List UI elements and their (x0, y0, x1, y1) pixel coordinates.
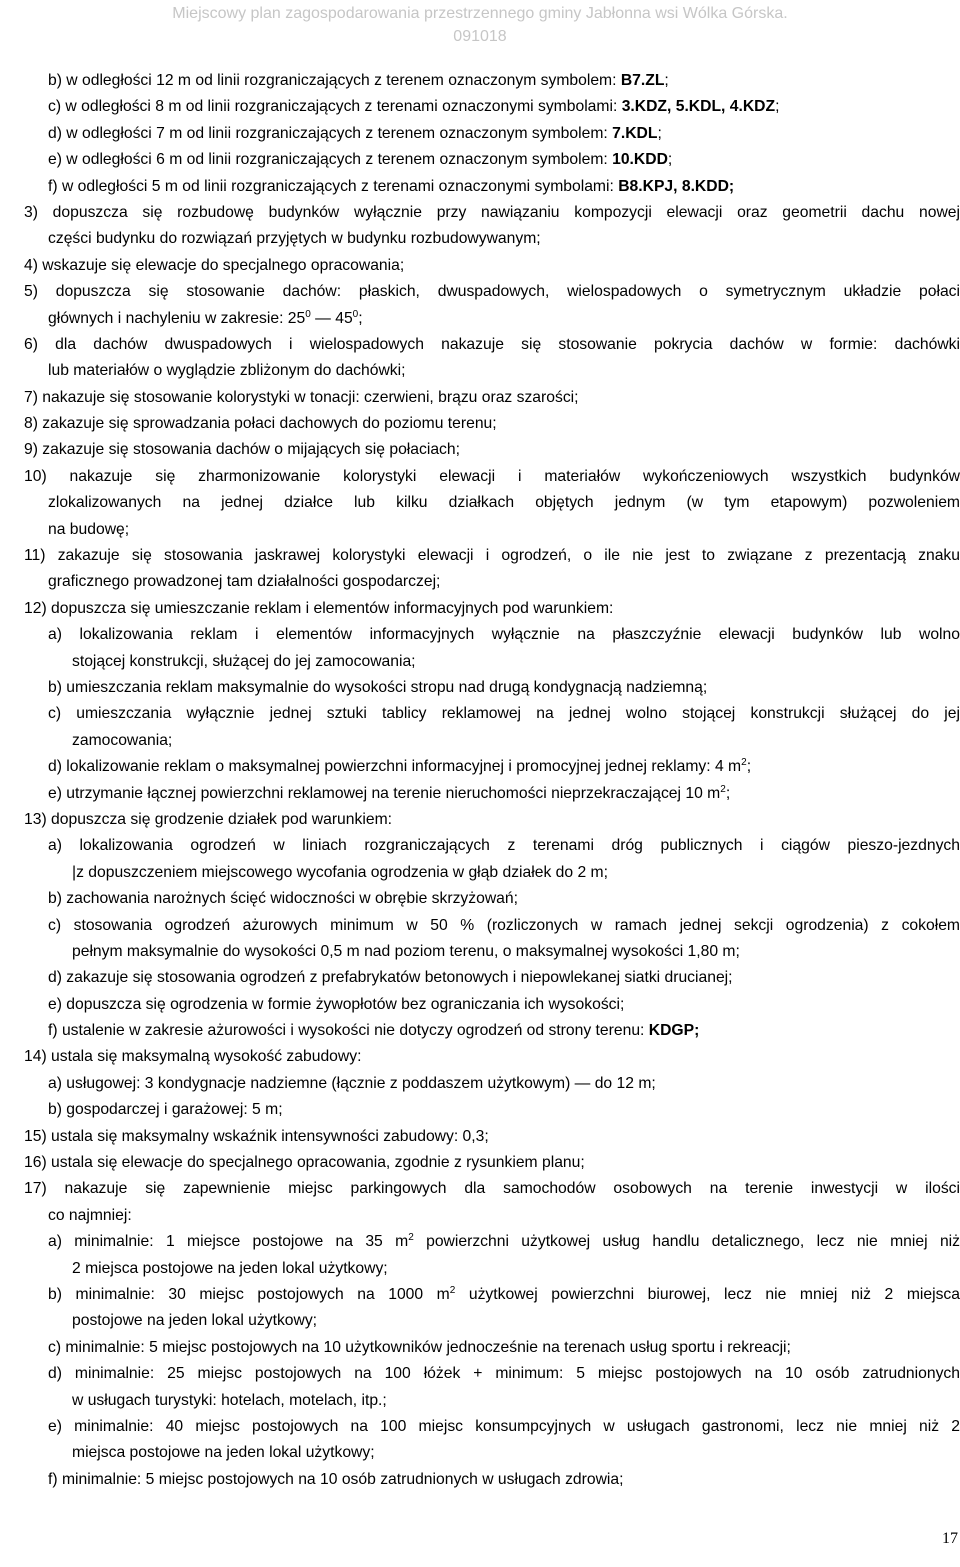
line-text: b) zachowania narożnych ścięć widoczności w obrębie skrzyżowań; (48, 890, 518, 908)
line-text: 15) ustala się maksymalny wskaźnik intensywności zabudowy: 0,3; (24, 1127, 489, 1145)
line-text: graficznego prowadzonej tam działalności gospodarczej; (48, 573, 441, 591)
line-text: 13) dopuszcza się grodzenie działek pod warunkiem: (24, 810, 392, 828)
text-line (24, 833, 960, 859)
line-text: d) minimalnie: 25 miejsc postojowych na 100 łóżek + minimum: 5 miejsc postojowych na 10 osób zatrudnionych (48, 1365, 960, 1383)
text-line (24, 1203, 960, 1229)
line-text: 14) ustala się maksymalną wysokość zabudowy: (24, 1048, 362, 1066)
line-text: a) minimalnie: 1 miejsce postojowe na 35 m (48, 1233, 409, 1251)
text-line (24, 68, 960, 94)
text-line (24, 1097, 960, 1123)
text-line (24, 1071, 960, 1097)
text-line (24, 1229, 960, 1255)
line-text: c) umieszczania wyłącznie jednej sztuki tablicy reklamowej na jednej wolno stojącej konstrukcji służącej do jej (48, 705, 960, 723)
text-line (24, 1414, 960, 1440)
line-text: ; (664, 72, 669, 89)
header-code: 091018 (453, 28, 507, 45)
text-line (24, 253, 960, 279)
line-text: lub materiałów o wyglądzie zbliżonym do dachówki; (48, 362, 406, 380)
line-text: c) w odległości 8 m od linii rozgraniczających z terenami oznaczonymi symbolami: (48, 98, 622, 116)
symbol-code: 7.KDL (612, 124, 658, 142)
line-text: powierzchni użytkowej usług handlu detalicznego, lecz nie mniej niż (413, 1233, 960, 1251)
line-text: f) ustalenie w zakresie ażurowości i wysokości nie dotyczy ogrodzeń od strony terenu: (48, 1022, 649, 1040)
line-text: b) w odległości 12 m od linii rozgraniczających z terenem oznaczonym symbolem: (48, 72, 621, 89)
line-text: ; (775, 98, 780, 116)
line-text: d) lokalizowanie reklam o maksymalnej powierzchni informacyjnej i promocyjnej jednej reklamy: 4 m (48, 758, 742, 776)
line-text: b) umieszczania reklam maksymalnie do wysokości stropu nad drugą kondygnacją nadziemną; (48, 678, 708, 696)
text-line (24, 1335, 960, 1361)
text-line (24, 279, 960, 305)
line-text: 8) zakazuje się sprowadzania połaci dachowych do poziomu terenu; (24, 415, 497, 433)
line-text: 12) dopuszcza się umieszczanie reklam i elementów informacyjnych pod warunkiem: (24, 599, 614, 617)
text-line (24, 147, 960, 173)
line-text: zamocowania; (72, 731, 173, 749)
text-line (24, 385, 960, 411)
line-text: 16) ustala się elewacje do specjalnego opracowania, zgodnie z rysunkiem planu; (24, 1154, 585, 1172)
text-line (24, 622, 960, 648)
text-line (24, 807, 960, 833)
text-line (24, 596, 960, 622)
line-text: e) minimalnie: 40 miejsc postojowych na 100 miejsc konsumpcyjnych w usługach gastronomi, lecz nie mniej niż 2 (48, 1417, 960, 1435)
line-text: ; (667, 151, 673, 169)
page-number: 17 (942, 1530, 958, 1547)
line-text: na budowę; (48, 520, 130, 538)
line-text: pełnym maksymalnie do wysokości 0,5 m nad poziom terenu, o maksymalnej wysokości 1,80 m; (72, 942, 740, 960)
text-line (24, 1176, 960, 1202)
text-line (24, 411, 960, 437)
text-line (24, 1308, 960, 1334)
line-text: 10) nakazuje się zharmonizowanie kolorystyki elewacji i materiałów wykończeniowych wszystkich budynków (24, 467, 960, 485)
symbol-code: B7.ZL (620, 72, 665, 89)
text-line (24, 913, 960, 939)
text-line (24, 1256, 960, 1282)
line-text: 17) nakazuje się zapewnienie miejsc parkingowych dla samochodów osobowych na terenie inwestycji w ilości (24, 1180, 960, 1198)
text-line (24, 675, 960, 701)
symbol-code: 3.KDZ, 5.KDL, 4.KDZ (621, 98, 776, 116)
text-line (24, 543, 960, 569)
line-text: 9) zakazuje się stosowania dachów o mijających się połaciach; (24, 441, 460, 459)
line-text: 5) dopuszcza się stosowanie dachów: płaskich, dwuspadowych, wielospadowych o symetrycznym układzie połaci (24, 283, 960, 301)
superscript: 2 (741, 757, 747, 769)
text-line (24, 992, 960, 1018)
line-text: a) lokalizowania reklam i elementów informacyjnych wyłącznie na płaszczyźnie elewacji budynków lub wolno (48, 626, 960, 644)
line-text: f) minimalnie: 5 miejsc postojowych na 10 osób zatrudnionych w usługach zdrowia; (48, 1470, 624, 1488)
text-line (24, 965, 960, 991)
line-text: ; (725, 784, 731, 802)
text-line (24, 860, 960, 886)
text-line (24, 174, 960, 200)
text-line (24, 728, 960, 754)
text-line (24, 701, 960, 727)
line-text: |z dopuszczeniem miejscowego wycofania ogrodzenia w głąb działek do 2 m; (72, 863, 608, 881)
line-text: stojącej konstrukcji, służącej do jej zamocowania; (72, 652, 416, 670)
text-line (24, 94, 960, 120)
text-line (24, 1282, 960, 1308)
text-line (24, 1467, 960, 1493)
text-line (24, 569, 960, 595)
symbol-code: B8.KPJ, 8.KDD; (618, 177, 735, 195)
text-line (24, 1044, 960, 1070)
line-text: b) gospodarczej i garażowej: 5 m; (48, 1101, 283, 1119)
superscript: 2 (408, 1232, 414, 1244)
line-text: a) usługowej: 3 kondygnacje nadziemne (łącznie z poddaszem użytkowym) — do 12 m; (48, 1074, 656, 1092)
text-line (24, 517, 960, 543)
text-line (24, 306, 960, 332)
superscript: 2 (720, 783, 726, 795)
symbol-code: 10.KDD (612, 151, 668, 169)
text-line (24, 358, 960, 384)
line-text: miejsca postojowe na jeden lokal użytkowy; (72, 1444, 375, 1462)
line-text: c) stosowania ogrodzeń ażurowych minimum w 50 % (rozliczonych w ramach jednej sekcji ogrodzenia) z cokołem (48, 916, 960, 934)
text-line (24, 332, 960, 358)
text-line (24, 437, 960, 463)
line-text: użytkowej powierzchni biurowej, lecz nie mniej niż 2 miejsca (455, 1285, 960, 1303)
text-line (24, 490, 960, 516)
line-text: 11) zakazuje się stosowania jaskrawej kolorystyki elewacji i ogrodzeń, o ile nie jest to związane z prezentacją znaku (24, 547, 960, 565)
text-line (24, 1124, 960, 1150)
line-text: — 45 (310, 309, 353, 327)
text-line (24, 1440, 960, 1466)
line-text: 6) dla dachów dwuspadowych i wielospadowych nakazuje się stosowanie pokrycia dachów w formie: dachówki (24, 335, 960, 353)
line-text: 4) wskazuje się elewacje do specjalnego opracowania; (24, 256, 405, 274)
text-line (24, 939, 960, 965)
line-text: co najmniej: (48, 1206, 132, 1224)
text-line (24, 754, 960, 780)
line-text: 3) dopuszcza się rozbudowę budynków wyłącznie przy nawiązaniu kompozycji elewacji oraz geometrii dachu nowej (24, 203, 960, 221)
line-text: ; (657, 124, 662, 142)
line-text: d) zakazuje się stosowania ogrodzeń z prefabrykatów betonowych i niepowlekanej siatki drucianej; (48, 969, 733, 987)
line-text: b) minimalnie: 30 miejsc postojowych na 1000 m (48, 1285, 450, 1303)
line-text: 7) nakazuje się stosowanie kolorystyki w tonacji: czerwieni, brązu oraz szarości; (24, 388, 579, 406)
superscript: 0 (305, 308, 311, 320)
line-text: w usługach turystyki: hotelach, motelach, itp.; (72, 1391, 387, 1409)
text-line (24, 200, 960, 226)
text-line (24, 121, 960, 147)
text-line (24, 1150, 960, 1176)
superscript: 2 (449, 1284, 456, 1296)
line-text: zlokalizowanych na jednej działce lub kilku działkach objętych jednym (w tym etapowym) pozwoleniem (48, 494, 960, 512)
text-line (24, 1361, 960, 1387)
line-text: ; (358, 309, 363, 327)
symbol-code: KDGP; (648, 1022, 700, 1040)
text-line (24, 226, 960, 252)
line-text: f) w odległości 5 m od linii rozgraniczających z terenami oznaczonymi symbolami: (48, 177, 619, 195)
text-line (24, 781, 960, 807)
line-text: a) lokalizowania ogrodzeń w liniach rozgraniczających z terenami dróg publicznych i ciągów pieszo-jezdnych (48, 837, 960, 855)
line-text: części budynku do rozwiązań przyjętych w budynku rozbudowywanym; (48, 230, 541, 248)
line-text: d) w odległości 7 m od linii rozgraniczających z terenem oznaczonym symbolem: (48, 124, 613, 142)
text-line (24, 1388, 960, 1414)
line-text: głównych i nachyleniu w zakresie: 25 (48, 309, 306, 327)
text-line (24, 649, 960, 675)
text-line (24, 886, 960, 912)
line-text: postojowe na jeden lokal użytkowy; (72, 1312, 318, 1330)
document-body (24, 68, 960, 1493)
line-text: e) dopuszcza się ogrodzenia w formie żywopłotów bez ograniczania ich wysokości; (48, 995, 625, 1013)
superscript: 0 (352, 308, 359, 320)
text-line (24, 1018, 960, 1044)
line-text: e) utrzymanie łącznej powierzchni reklamowej na terenie nieruchomości nieprzekraczającej 10 m (48, 784, 721, 802)
line-text: ; (746, 758, 752, 776)
header-title: Miejscowy plan zagospodarowania przestrzennego gminy Jabłonna wsi Wólka Górska. (172, 5, 788, 22)
line-text: e) w odległości 6 m od linii rozgraniczających z terenem oznaczonym symbolem: (48, 151, 613, 169)
line-text: c) minimalnie: 5 miejsc postojowych na 10 użytkowników jednocześnie na terenach usług sportu i rekreacji; (48, 1338, 791, 1356)
text-line (24, 464, 960, 490)
line-text: 2 miejsca postojowe na jeden lokal użytkowy; (72, 1259, 388, 1277)
